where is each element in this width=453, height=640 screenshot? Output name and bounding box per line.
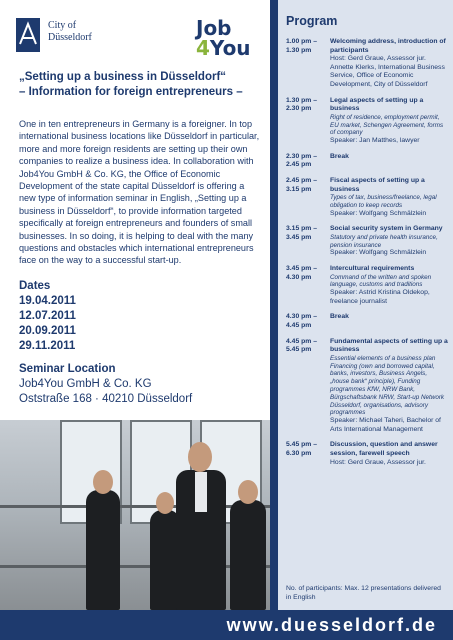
slot-time: 2.45 pm – 3.15 pm [286, 176, 317, 193]
slot-time: 2.30 pm – 2.45 pm [286, 152, 317, 169]
intro-paragraph: One in ten entrepreneurs in Germany is a foreigner. In top international business locations like Düsseldorf in particular, more and more foreign residents are setting up their own companies to realize a business idea. In collaboration with Job4You GmbH & Co. KG, the Office of Economic Development of the state capital Düsseldorf is offering a new type of information seminar in English, „Setting up a business in Düsseldorf“, to provide information targeted specifically at foreign entrepreneurs and founders of small businesses. In so doing, it is helping to deal with the many questions and obstacles which international entrepreneurs face on the way to a successful start-up. [19, 119, 260, 266]
person-head [238, 480, 258, 504]
job4you-logo [196, 16, 251, 70]
program-list [286, 38, 448, 474]
date-item: 19.04.2011 [19, 295, 76, 307]
slot-title: Break [330, 313, 349, 321]
slot-info [330, 38, 448, 90]
city-line-2: Düsseldorf [48, 32, 92, 43]
slot-time: 5.45 pm – 6.30 pm [286, 441, 317, 457]
slot-info [330, 338, 448, 435]
slot-speaker: Speaker: Jan Matthes, lawyer [330, 137, 420, 145]
slot-note: Right of residence, employment permit, EU market, Schengen Agreement, forms of company [330, 113, 444, 137]
slot-speaker: Speaker: Wolfgang Schmälzlein [330, 249, 427, 257]
slot-info [330, 153, 448, 170]
person-shirt [195, 472, 207, 512]
dates-heading: Dates [19, 280, 51, 292]
program-slot [286, 177, 448, 218]
program-title: Program [286, 14, 338, 28]
program-slot [286, 338, 448, 435]
slot-time: 4.45 pm – 5.45 pm [286, 337, 317, 354]
job-logo-line-2 [196, 36, 251, 60]
program-panel [278, 0, 453, 610]
slot-title: Social security system in Germany [330, 225, 443, 233]
slot-time: 1.00 pm – 1.30 pm [286, 38, 317, 54]
slot-info [330, 265, 448, 306]
slot-speaker: Host: Gerd Graue, Assessor jur. Annette Klerks, International Business Service, Office of Economic Development, City of Düsseldorf [330, 55, 445, 88]
program-slot [286, 441, 448, 467]
date-item: 12.07.2011 [19, 310, 76, 322]
slot-info [330, 441, 448, 467]
headline-line-2: – Information for foreign entrepreneurs – [19, 86, 243, 98]
business-people-photo [0, 420, 270, 610]
city-line-1: City of [48, 20, 77, 31]
slot-speaker: Speaker: Michael Taheri, Bachelor of Arts International Management [330, 417, 441, 433]
date-item: 29.11.2011 [19, 340, 76, 352]
person-figure [86, 490, 120, 610]
slot-info [330, 177, 448, 218]
slot-info [330, 225, 448, 258]
footer-bar [0, 610, 453, 640]
column-divider [270, 0, 278, 640]
person-head [93, 470, 113, 494]
slot-speaker: Speaker: Wolfgang Schmälzlein [330, 209, 427, 217]
website-link[interactable]: www.duesseldorf.de [226, 615, 437, 635]
slot-note: Command of the written and spoken language, customs and traditions [330, 273, 432, 289]
program-slot [286, 38, 448, 90]
program-slot [286, 225, 448, 258]
person-figure [230, 500, 266, 610]
slot-note: Essential elements of a business plan Financing (own and borrowed capital, banks, investors, Business Angels, „house bank“ principle), Funding programmes KfW, NRW Bank, Bürgschaftsbank NRW, Start-up Network Düsseldorf, organisations, advisory programmes [330, 354, 445, 417]
program-slot [286, 153, 448, 170]
person-head [156, 492, 174, 514]
headline [19, 70, 259, 100]
program-slot [286, 313, 448, 330]
date-item: 20.09.2011 [19, 325, 76, 337]
photo-rail [0, 505, 270, 508]
job-logo-line-1: Job [196, 16, 232, 40]
slot-title: Fiscal aspects of setting up a business [330, 176, 425, 193]
slot-title: Fundamental aspects of setting up a business [330, 337, 448, 354]
job-logo-you: You [209, 36, 251, 60]
slot-time: 3.45 pm – 4.30 pm [286, 265, 317, 281]
slot-note: Types of tax, business/freelance, legal obligation to keep records [330, 194, 437, 209]
slot-title: Intercultural requirements [330, 265, 415, 273]
location-line-1: Job4You GmbH & Co. KG [19, 378, 152, 390]
location-heading: Seminar Location [19, 363, 116, 375]
job-logo-number: 4 [196, 36, 210, 60]
city-coat-of-arms-icon [16, 18, 40, 52]
city-logo [16, 18, 136, 58]
slot-title: Discussion, question and answer session, farewell speech [330, 441, 438, 457]
slot-speaker: Host: Gerd Graue, Assessor jur. [330, 458, 426, 466]
program-slot [286, 97, 448, 146]
person-head [188, 442, 212, 472]
slot-info [330, 313, 448, 330]
slot-title: Welcoming address, introduction of participants [330, 38, 446, 54]
slot-speaker: Speaker: Astrid Kristina Oldekop, freelance journalist [330, 289, 430, 305]
participants-note: No. of participants: Max. 12 presentations delivered in English [286, 585, 441, 601]
city-name [48, 20, 92, 44]
slot-time: 4.30 pm – 4.45 pm [286, 313, 317, 330]
slot-note: Statutory and private health insurance, pension insurance [330, 233, 438, 249]
location-line-2: Oststraße 168 · 40210 Düsseldorf [19, 393, 193, 405]
intro-panel [0, 0, 270, 420]
dates-section [19, 279, 259, 354]
slot-title: Break [330, 152, 349, 160]
program-slot [286, 265, 448, 306]
slot-info [330, 97, 448, 146]
slot-time: 3.15 pm – 3.45 pm [286, 225, 317, 241]
slot-time: 1.30 pm – 2.30 pm [286, 96, 317, 113]
headline-line-1: „Setting up a business in Düsseldorf“ [19, 71, 227, 83]
location-section [19, 362, 259, 407]
slot-title: Legal aspects of setting up a business [330, 96, 424, 113]
